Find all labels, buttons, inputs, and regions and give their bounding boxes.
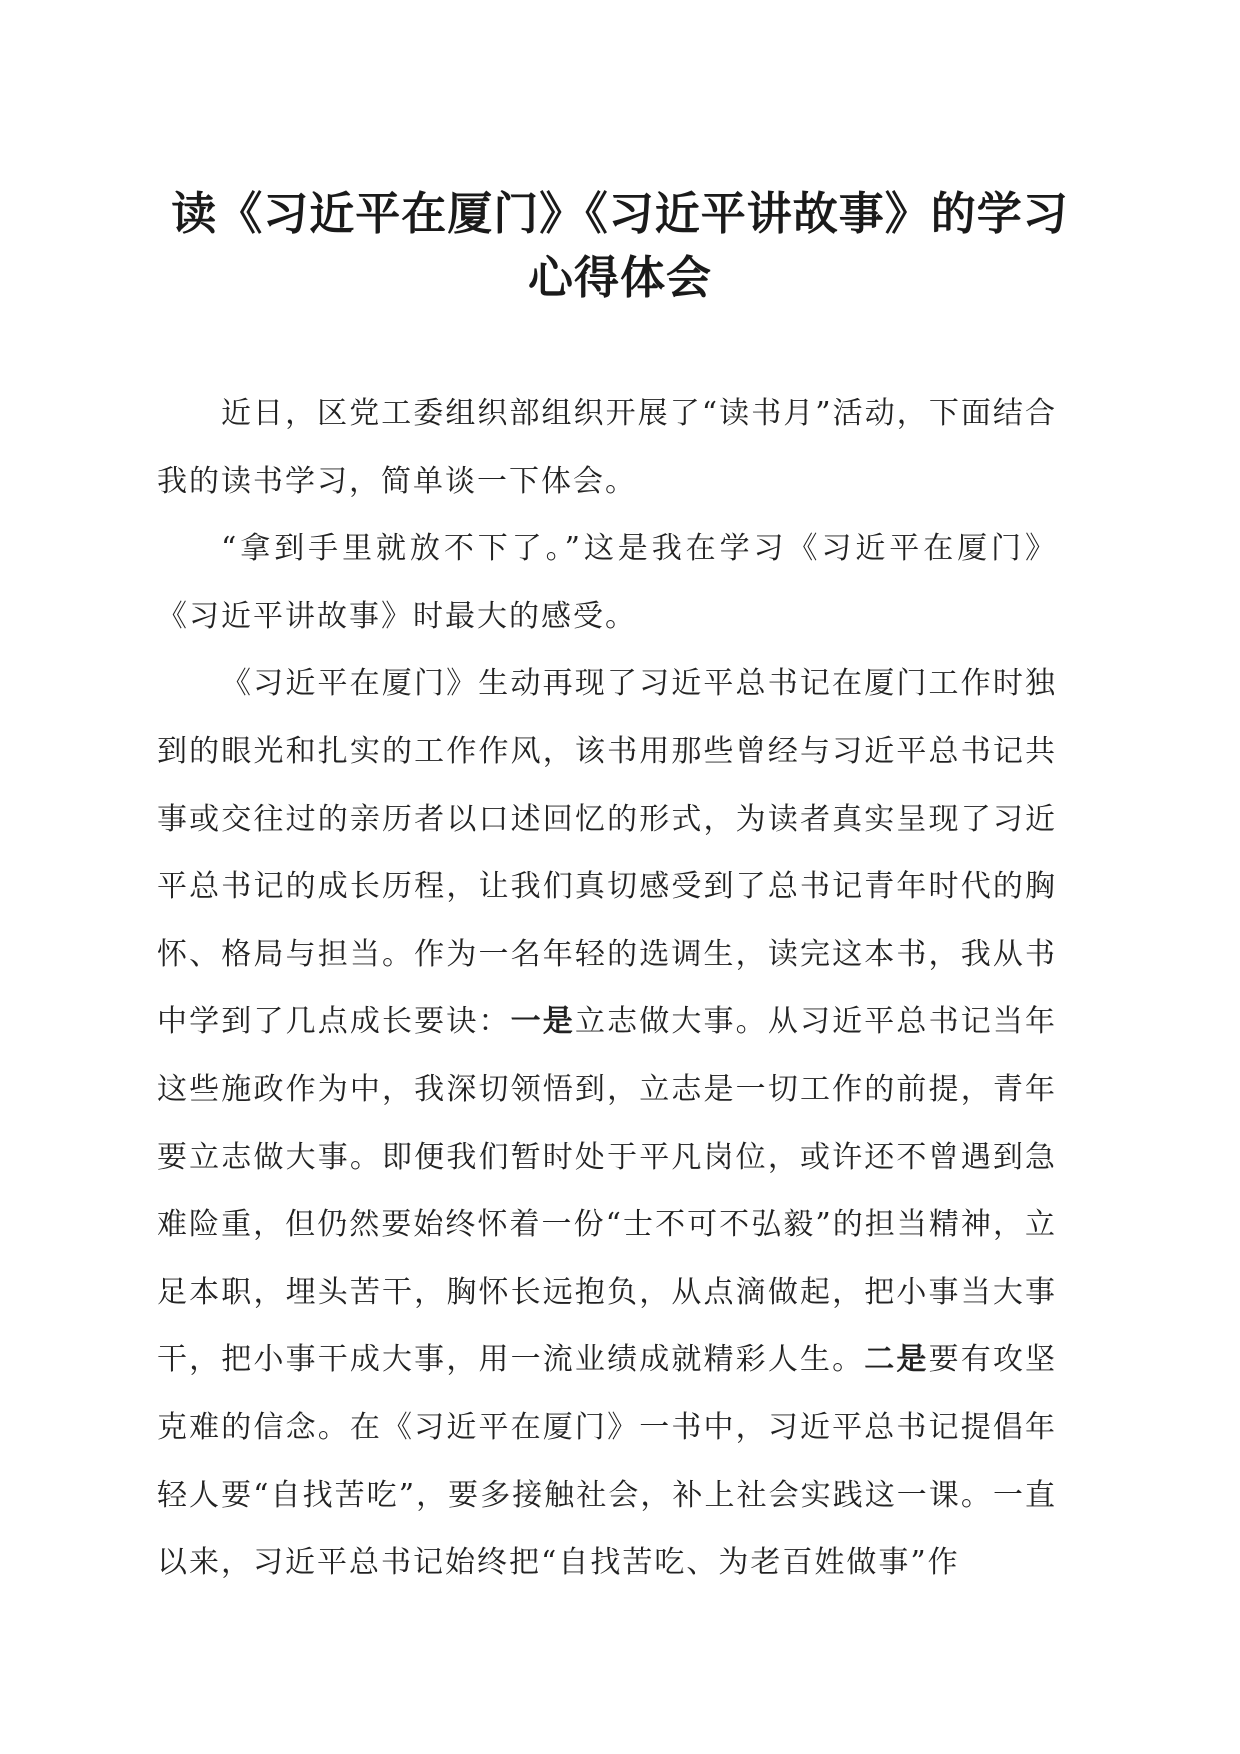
document-body — [157, 380, 1057, 1597]
title-line-2: 心得体会 — [527, 251, 712, 304]
title-line-1: 读《习近平在厦门》《习近平讲故事》的学习 — [171, 187, 1069, 240]
paragraph-3 — [157, 650, 1057, 1596]
paragraph-3-text-1: 《习近平在厦门》生动再现了习近平总书记在厦门工作时独到的眼光和扎实的工作作风，该书用那些曾经与习近平总书记共事或交往过的亲历者以口述回忆的形式，为读者真实呈现了习近平总书记的成长历程，让我们真切感受到了总书记青年时代的胸怀、格局与担当。作为一名年轻的选调生，读完这本书，我从书中学到了几点成长要诀： — [157, 666, 1057, 1040]
paragraph-3-text-3: 要有攻坚克难的信念。在《习近平在厦门》一书中，习近平总书记提倡年轻人要“自找苦吃”，要多接触社会，补上社会实践这一课。一直以来，习近平总书记始终把“自找苦吃、为老百姓做事”作 — [157, 1342, 1058, 1581]
paragraph-3-emphasis-1: 一是 — [510, 1004, 575, 1040]
paragraph-1: 近日，区党工委组织部组织开展了“读书月”活动，下面结合我的读书学习，简单谈一下体会。 — [157, 396, 1057, 499]
paragraph-2: “拿到手里就放不下了。”这是我在学习《习近平在厦门》《习近平讲故事》时最大的感受。 — [157, 531, 1057, 634]
document-title — [150, 182, 1090, 310]
paragraph-3-text-2: 立志做大事。从习近平总书记当年这些施政作为中，我深切领悟到，立志是一切工作的前提，青年要立志做大事。即便我们暂时处于平凡岗位，或许还不曾遇到急难险重，但仍然要始终怀着一份“士不可不弘毅”的担当精神，立足本职，埋头苦干，胸怀长远抱负，从点滴做起，把小事当大事干，把小事干成大事，用一流业绩成就精彩人生。 — [157, 1004, 1058, 1378]
paragraph-3-emphasis-2: 二是 — [864, 1342, 929, 1378]
